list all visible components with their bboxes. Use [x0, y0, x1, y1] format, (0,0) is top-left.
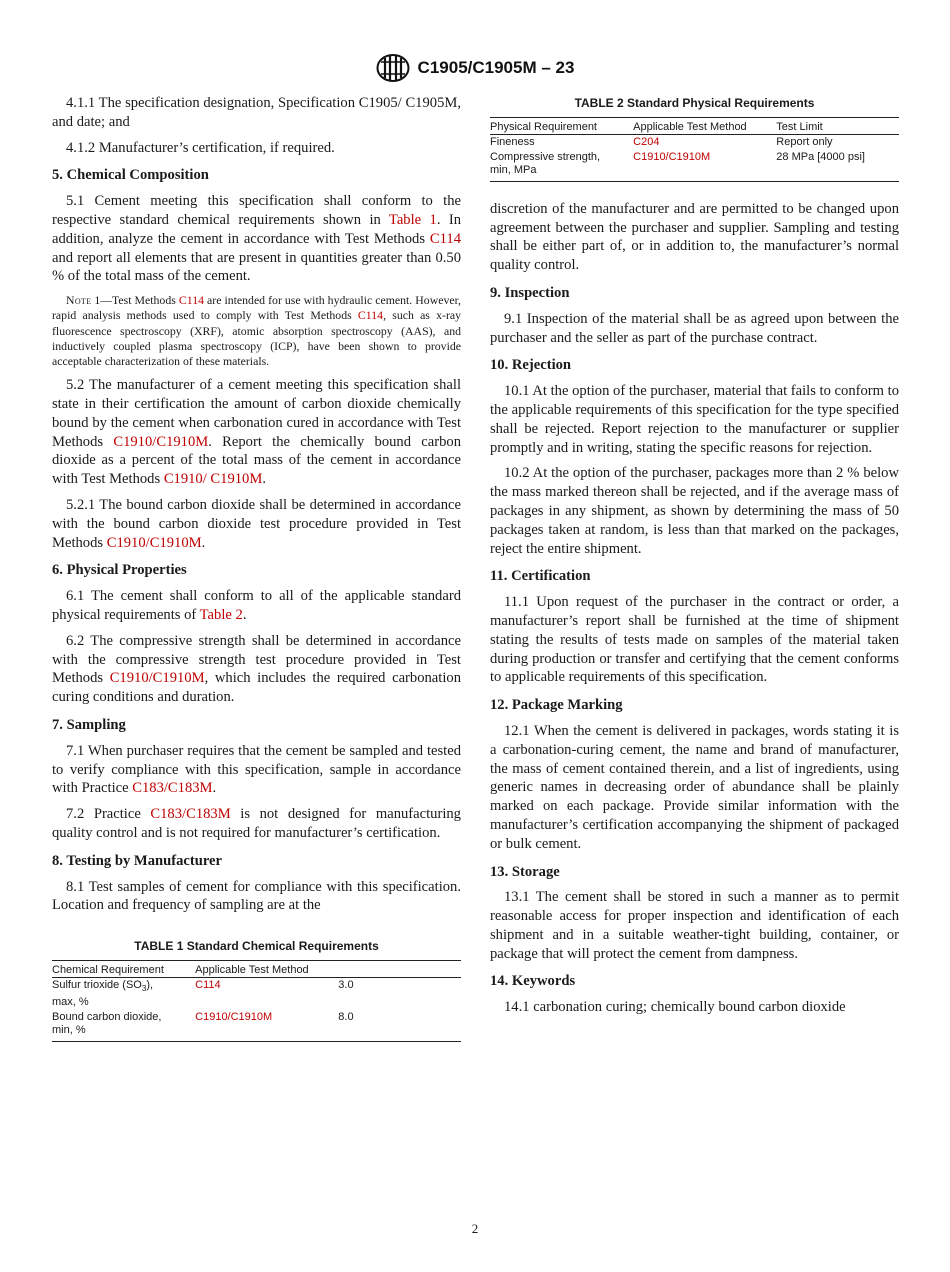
limit-cell: Report only — [776, 136, 833, 149]
c1910-link[interactable]: C1910/C1910M — [195, 1010, 273, 1023]
section-heading-10: 10. Rejection — [490, 357, 572, 374]
table-1-caption: TABLE 1 Standard Chemical Requirements — [134, 939, 379, 954]
method-cell — [195, 1010, 338, 1042]
paragraph-5-2-1: 5.2.1 The bound carbon dioxide shall be determined in accordance with the bound carbon dioxide test procedure provided in Test Methods C1910/C1910M. — [52, 496, 461, 551]
c183-link[interactable]: C183/C183M — [132, 780, 213, 797]
paragraph-4-1-2: 4.1.2 Manufacturer’s certification, if required. — [66, 139, 335, 156]
c1910-link[interactable]: C1910/C1910M — [106, 534, 202, 551]
table-header-row — [52, 960, 461, 978]
method-cell — [633, 135, 776, 150]
paragraph-7-2: 7.2 Practice C183/C183M is not designed for manufacturing quality control and is not required for manufacturer’s certification. — [52, 806, 461, 841]
section-heading-11: 11. Certification — [490, 568, 591, 585]
paragraph-10-2: 10.2 At the option of the purchaser, packages more than 2 % below the mass marked thereon shall be rejected, and if the average mass of packages in any shipment, as shown by determining the mass of 50 packages taken at random, is less than that marked on the packages, reject the entire shipment. — [490, 465, 899, 557]
c204-link[interactable]: C204 — [633, 136, 660, 149]
section-heading-13: 13. Storage — [490, 863, 560, 880]
section-heading-5: 5. Chemical Composition — [52, 167, 209, 184]
section-heading-8: 8. Testing by Manufacturer — [52, 852, 223, 869]
paragraph-9-1: 9.1 Inspection of the material shall be as agreed upon between the purchaser and the seller as part of the purchase contract. — [490, 310, 899, 346]
paragraph-12-1: 12.1 When the cement is delivered in packages, words stating it is a carbonation-curing cement, the name and brand of manufacturer, the mass of cement contained therein, and a list of ingredients, using generic names in decreasing order of abundance shall be plainly marked on each package. Provide similar information with the manufacturer’s certification accompanying the shipment of packaged or bulk cement. — [490, 722, 899, 852]
table-header-row — [490, 117, 899, 135]
section-heading-7: 7. Sampling — [52, 716, 126, 733]
paragraph-5-1: 5.1 Cement meeting this specification shall conform to the respective standard chemical requirements shown in Table 1. In addition, analyze the cement in accordance with Test Methods C114 and report all elements that are present in quantities greater than 0.50 % of the total mass of the cement. — [52, 193, 461, 285]
method-cell — [195, 978, 338, 1010]
table-2 — [490, 94, 899, 182]
requirement-cell: Compressive strength, min, MPa — [490, 150, 601, 177]
column-header: Chemical Requirement — [52, 960, 195, 978]
paragraph-6-1: 6.1 The cement shall conform to all of the applicable standard physical requirements of Table 2. — [52, 588, 461, 623]
right-column — [490, 94, 899, 1024]
table-row — [52, 1010, 461, 1042]
requirement-cell: Fineness — [490, 136, 535, 149]
paragraph-13-1: 13.1 The cement shall be stored in such a manner as to permit reasonable access for proper inspection and identification of each shipment and in a suitable weather-tight building, container, or package that will protect the cement from dampness. — [490, 889, 899, 962]
left-column — [52, 94, 461, 1042]
paragraph-10-1: 10.1 At the option of the purchaser, material that fails to conform to the applicable requirements of this specification for the type specified shall be rejected. Report rejection to the manufacturer or supplier promptly and in writing, stating the specific reasons for rejection. — [490, 383, 899, 456]
section-heading-6: 6. Physical Properties — [52, 562, 187, 579]
c114-link[interactable]: C114 — [357, 308, 384, 323]
column-header: Physical Requirement — [490, 117, 633, 135]
c1910-link[interactable]: C1910/C1910M — [633, 150, 711, 163]
limit-cell: 28 MPa [4000 psi] — [776, 150, 865, 163]
c1910-link[interactable]: C1910/C1910M — [109, 670, 205, 687]
table-2-grid — [490, 117, 899, 182]
c114-link[interactable]: C114 — [178, 293, 204, 308]
page-header — [0, 52, 950, 84]
table-row — [490, 135, 899, 150]
requirement-cell: Sulfur trioxide $(SO_3)$, max, % — [52, 979, 154, 1009]
column-header — [338, 960, 461, 978]
standard-designation: C1905/C1905M – 23 — [417, 58, 575, 77]
table-1 — [52, 937, 461, 1041]
value-cell: 3.0 — [338, 979, 354, 992]
paragraph-11-1: 11.1 Upon request of the purchaser in the contract or order, a manufacturer’s report shall be furnished at the time of shipment stating the results of tests made on samples of the material taken during production or transfer and certifying that the cement conforms to applicable requirements of this specification. — [490, 594, 899, 686]
column-header: Test Limit — [776, 117, 899, 135]
section-heading-12: 12. Package Marking — [490, 697, 623, 714]
page-number: 2 — [471, 1221, 479, 1236]
paragraph-5-2: 5.2 The manufacturer of a cement meeting this specification shall state in their certification the amount of carbon dioxide chemically bound by the cement when carbonation cured in accordance with Test Methods C1910/C1910M. Report the chemically bound carbon dioxide as a percent of the total mass of the cement in accordance with Test Methods C1910/ C1910M. — [52, 377, 461, 488]
table-1-grid — [52, 960, 461, 1042]
table-1-link[interactable]: Table 1 — [388, 211, 437, 228]
c1910-link[interactable]: C1910/ C1910M — [163, 471, 263, 488]
note-1: Note 1—Test Methods C114 are intended for use with hydraulic cement. However, rapid analysis methods used to comply with Test Methods C114, such as x-ray fluorescence spectroscopy (XRF), atomic absorption spectroscopy (AAS), and inductively coupled plasma spectroscopy (ICP), have been shown to provide acceptable characterization of these materials. — [52, 293, 462, 368]
c114-link[interactable]: C114 — [195, 979, 221, 992]
paragraph-8-1: 8.1 Test samples of cement for compliance with this specification. Location and frequency of sampling are at the — [52, 878, 461, 914]
requirement-cell: Bound carbon dioxide, min, % — [52, 1010, 162, 1037]
c1910-link[interactable]: C1910/C1910M — [113, 433, 209, 450]
c183-link[interactable]: C183/C183M — [150, 806, 231, 823]
paragraph-7-1: 7.1 When purchaser requires that the cement be sampled and tested to verify compliance with this specification, sample in accordance with Practice C183/C183M. — [52, 742, 461, 797]
section-heading-14: 14. Keywords — [490, 973, 576, 990]
astm-logo-icon — [376, 53, 410, 83]
table-2-link[interactable]: Table 2 — [199, 606, 243, 623]
column-header: Applicable Test Method — [633, 117, 776, 135]
paragraph-6-2: 6.2 The compressive strength shall be determined in accordance with the compressive strength test procedure provided in Test Methods C1910/C1910M, which includes the required carbonation curing conditions and duration. — [52, 632, 461, 706]
value-cell: 8.0 — [338, 1010, 354, 1023]
method-cell — [633, 150, 776, 182]
table-2-caption: TABLE 2 Standard Physical Requirements — [574, 96, 815, 110]
c114-link[interactable]: C114 — [429, 230, 461, 247]
paragraph-14-1: 14.1 carbonation curing; chemically bound carbon dioxide — [504, 999, 846, 1016]
table-row — [490, 150, 899, 182]
paragraph-4-1-1: 4.1.1 The specification designation, Specification C1905/ C1905M, and date; and — [52, 95, 461, 130]
table-row — [52, 978, 461, 1010]
section-heading-9: 9. Inspection — [490, 284, 570, 301]
paragraph-8-1-continued: discretion of the manufacturer and are permitted to be changed upon agreement between the purchaser and supplier. Sampling and testing shall be either part of, or in addition to, the manufacturer’s normal quality control. — [490, 200, 899, 274]
column-header: Applicable Test Method — [195, 960, 338, 978]
